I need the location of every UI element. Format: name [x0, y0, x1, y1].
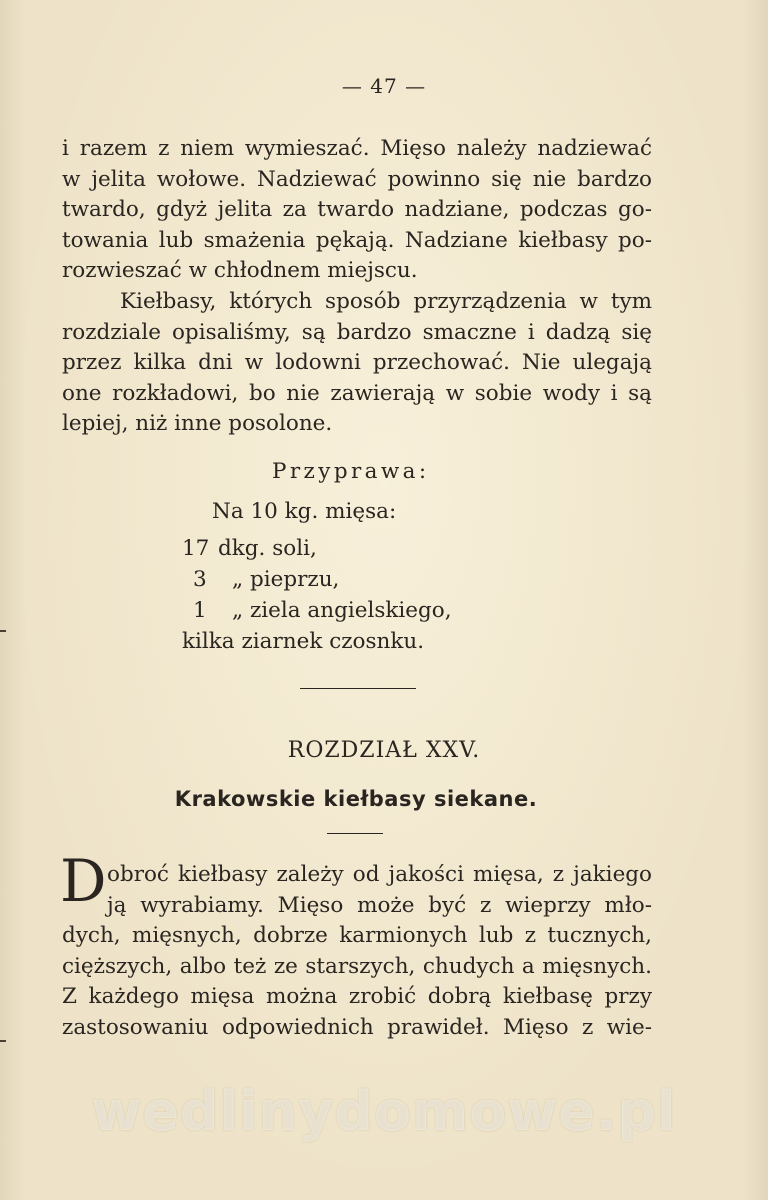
ingredient-text: kilka ziarnek czosnku.	[182, 629, 425, 654]
text-line: obroć kiełbasy zależy od jakości mięsa, z jakiego	[107, 862, 652, 887]
text-line: lepiej, niż inne posolone.	[62, 411, 333, 437]
paragraph-summary	[62, 287, 652, 440]
title-divider	[327, 833, 383, 834]
text-line: przez kilka dni w lodowni przechować. Nie ulegają	[62, 350, 652, 376]
text-line: Kiełbasy, których sposób przyrządzenia w tym	[120, 289, 652, 314]
paragraph-chapter-intro	[62, 860, 652, 1044]
ingredient-qty: 17	[182, 536, 210, 561]
ingredient-qty: 3	[193, 567, 207, 592]
chapter-label: ROZDZIAŁ XXV.	[287, 738, 481, 763]
text-line: one rozkładowi, bo nie zawierają w sobie wody i są	[62, 380, 652, 406]
section-divider	[300, 688, 416, 689]
page-edge-mark	[0, 1040, 6, 1042]
chapter-title: Krakowskie kiełbasy siekane.	[174, 787, 538, 811]
ingredient-text: „ ziela angielskiego,	[232, 598, 452, 623]
text-line: i razem z niem wymieszać. Mięso należy nadziewać	[62, 136, 652, 161]
text-line: cięższych, albo też ze starszych, chudych a mięsnych.	[62, 953, 652, 979]
text-line: dych, mięsnych, dobrze karmionych lub z tucznych,	[62, 923, 652, 949]
text-line: twardo, gdyż jelita za twardo nadziane, podczas go-	[62, 197, 652, 223]
ingredient-qty: 1	[193, 598, 207, 623]
text-line: w jelita wołowe. Nadziewać powinno się nie bardzo	[62, 166, 652, 192]
text-line: rozdziale opisaliśmy, są bardzo smaczne i dadzą się	[62, 319, 652, 345]
text-line: Z każdego mięsa można zrobić dobrą kiełbasę przy	[62, 984, 652, 1010]
ingredient-text: dkg. soli,	[218, 536, 317, 561]
spice-title: Przyprawa:	[272, 459, 430, 484]
drop-cap: D	[60, 847, 107, 915]
text-line: ją wyrabiamy. Mięso może być z wieprzy mło-	[107, 892, 652, 918]
text-line: zastosowaniu odpowiednich prawideł. Mięso z wie-	[62, 1014, 652, 1040]
text-line: towania lub smażenia pękają. Nadziane kiełbasy po-	[62, 227, 652, 253]
paragraph-continuation	[62, 134, 652, 287]
page-number: — 47 —	[341, 74, 427, 98]
page-edge-mark	[0, 630, 6, 632]
ingredient-text: „ pieprzu,	[232, 567, 340, 592]
text-line: rozwieszać w chłodnem miejscu.	[62, 258, 418, 284]
watermark: wedlinydomowe.pl	[91, 1080, 677, 1143]
spice-subtitle: Na 10 kg. mięsa:	[212, 499, 397, 524]
